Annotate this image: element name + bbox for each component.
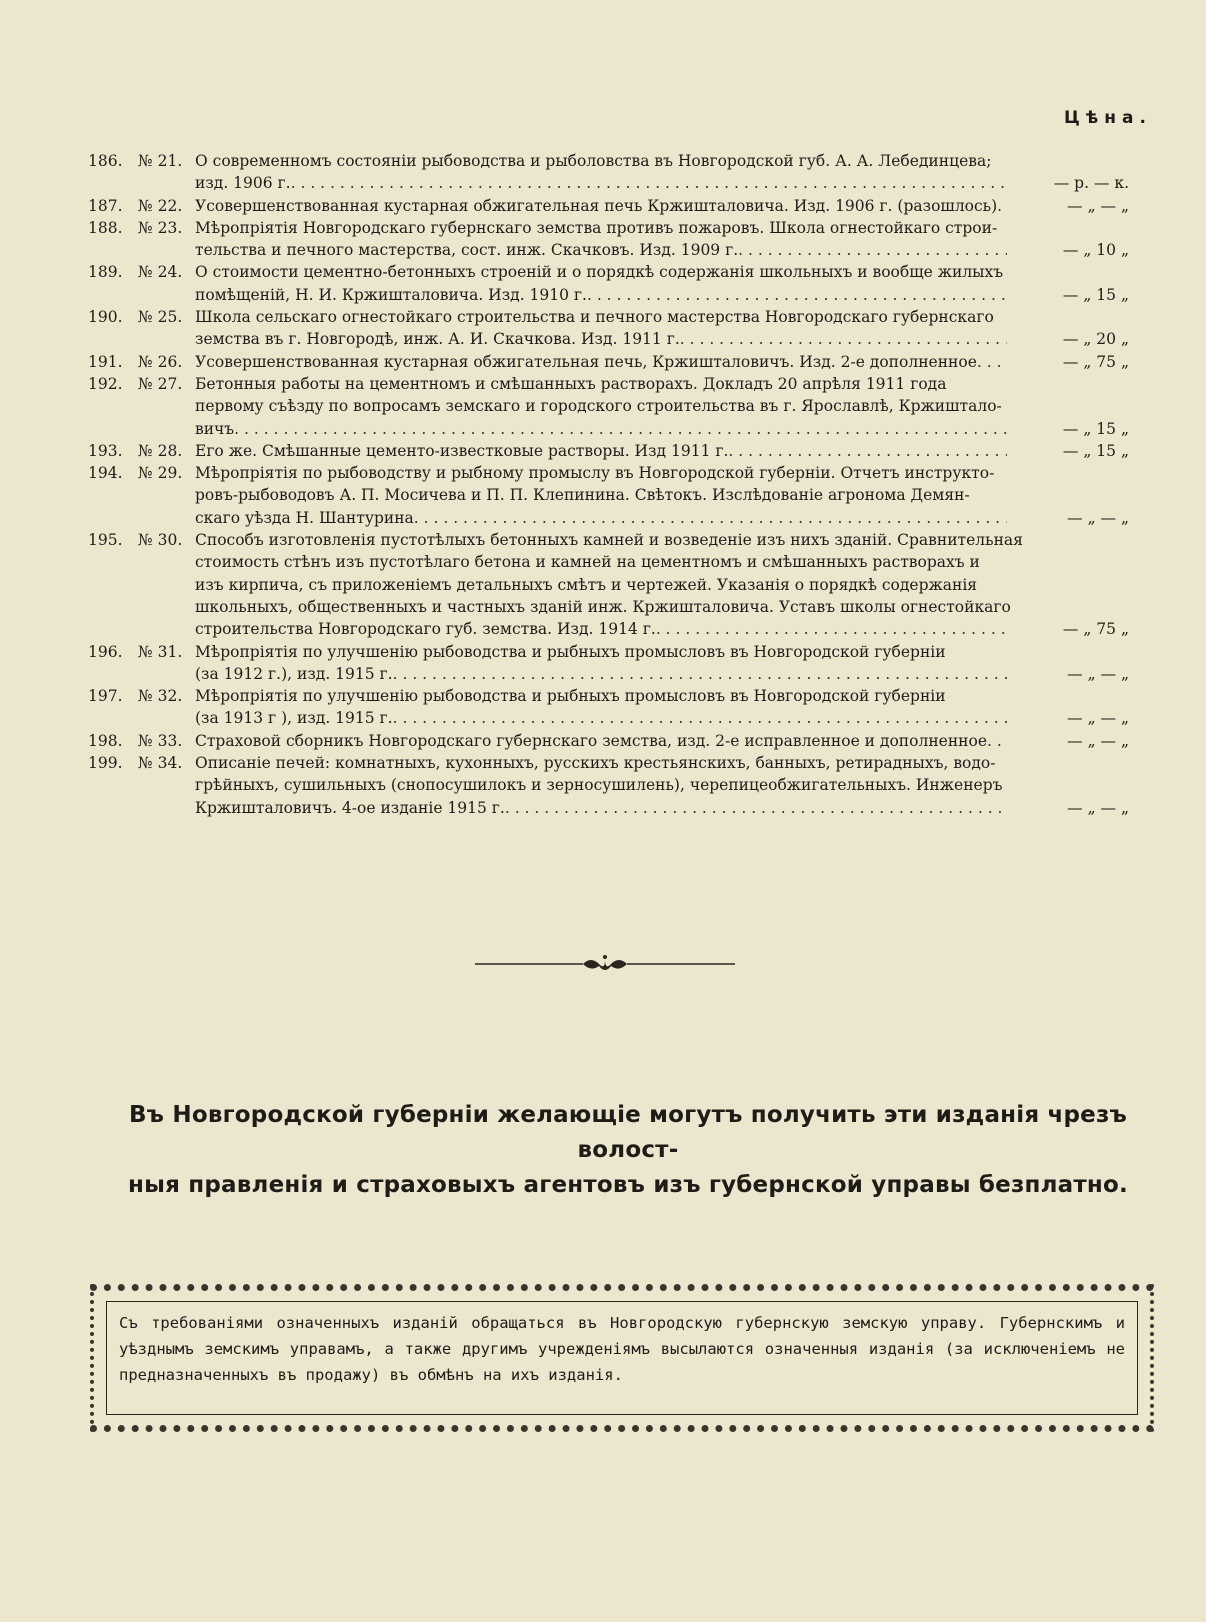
entry-description bbox=[195, 351, 1129, 373]
dot-leader bbox=[505, 797, 1007, 819]
dot-leader bbox=[393, 707, 1007, 729]
entry-line bbox=[195, 507, 1129, 529]
entry-number: 189. bbox=[88, 263, 123, 282]
entry-line-text: Описаніе печей: комнатныхъ, кухонныхъ, русскихъ крестьянскихъ, банныхъ, ретирадныхъ, водо- bbox=[195, 754, 996, 773]
dot-leader bbox=[656, 618, 1007, 640]
entry-line bbox=[195, 685, 1129, 707]
entry-description bbox=[195, 730, 1129, 752]
dot-leader bbox=[414, 507, 1007, 529]
catalog-list bbox=[88, 150, 1168, 819]
series-number: № 23. bbox=[138, 218, 183, 237]
entry-line bbox=[195, 462, 1129, 484]
price-column-header: Цѣна. bbox=[1064, 108, 1152, 128]
entry-line-text: (за 1912 г.), изд. 1915 г. bbox=[195, 664, 393, 683]
dot-leader bbox=[728, 440, 1007, 462]
entry-line-text: Бетонныя работы на цементномъ и смѣшанныхъ растворахъ. Докладъ 20 апрѣля 1911 года bbox=[195, 374, 947, 393]
entry-price: — „ — „ bbox=[1067, 508, 1129, 527]
entry-line-text: Школа сельскаго огнестойкаго строительства и печного мастерства Новгородскаго губернскаго bbox=[195, 308, 994, 327]
entry-line bbox=[195, 328, 1129, 350]
entry-description bbox=[195, 217, 1129, 262]
entry-description bbox=[195, 641, 1129, 686]
entry-price: — „ — „ bbox=[1067, 196, 1129, 215]
entry-line-text: Усовершенствованная кустарная обжигательная печь, Кржишталовичъ. Изд. 2-е дополненное bbox=[195, 352, 977, 371]
entry-line bbox=[195, 752, 1129, 774]
entry-line bbox=[195, 395, 1129, 417]
notice-line-1: Въ Новгородской губерніи желающіе могутъ получить эти изданія чрезъ волост- bbox=[128, 1102, 1128, 1163]
entry-number: 190. bbox=[88, 308, 123, 327]
series-number: № 26. bbox=[138, 352, 183, 371]
entry-description bbox=[195, 306, 1129, 351]
entry-line-text: стоимость стѣнъ изъ пустотѣлаго бетона и камней на цементномъ и смѣшанныхъ растворахъ и bbox=[195, 553, 980, 572]
entry-price: — р. — к. bbox=[1053, 174, 1129, 193]
entry-line bbox=[195, 373, 1129, 395]
catalog-entry bbox=[88, 752, 1168, 819]
entry-price: — „ — „ bbox=[1067, 731, 1129, 750]
catalog-entry bbox=[88, 306, 1168, 351]
ornament-divider bbox=[475, 952, 735, 976]
entry-description bbox=[195, 195, 1129, 217]
entry-line-text: изд. 1906 г. bbox=[195, 174, 291, 193]
entry-line-text: помѣщеній, Н. И. Кржишталовича. Изд. 1910 г. bbox=[195, 285, 587, 304]
entry-line-text: грѣйныхъ, сушильныхъ (снопосушилокъ и зерносушилень), черепицеобжигательныхъ. Инженеръ bbox=[195, 776, 1003, 795]
entry-line bbox=[195, 707, 1129, 729]
entry-line bbox=[195, 641, 1129, 663]
entry-line-text: О стоимости цементно-бетонныхъ строеній и о порядкѣ содержанія школьныхъ и вообще жилыхъ bbox=[195, 263, 1004, 282]
entry-line bbox=[195, 797, 1129, 819]
entry-line bbox=[195, 418, 1129, 440]
entry-line-text: О современномъ состояніи рыбоводства и рыболовства въ Новгородской губ. А. А. Лебединцева; bbox=[195, 152, 992, 170]
entry-line bbox=[195, 529, 1129, 551]
entry-description bbox=[195, 261, 1129, 306]
entry-number: 191. bbox=[88, 352, 123, 371]
entry-price: — „ — „ bbox=[1067, 709, 1129, 728]
series-number: № 28. bbox=[138, 441, 183, 460]
entry-line-text: скаго уѣзда Н. Шантурина bbox=[195, 508, 414, 527]
entry-line bbox=[195, 730, 1129, 752]
entry-line bbox=[195, 239, 1129, 261]
entry-line bbox=[195, 774, 1129, 796]
entry-description bbox=[195, 462, 1129, 529]
catalog-entry bbox=[88, 195, 1168, 217]
catalog-entry bbox=[88, 685, 1168, 730]
series-number: № 29. bbox=[138, 464, 183, 483]
catalog-entry bbox=[88, 462, 1168, 529]
entry-number: 197. bbox=[88, 687, 123, 706]
catalog-entry bbox=[88, 440, 1168, 462]
entry-line-text: земства въ г. Новгородѣ, инж. А. И. Скачкова. Изд. 1911 г. bbox=[195, 330, 680, 349]
catalog-entry bbox=[88, 351, 1168, 373]
entry-price: — „ 15 „ bbox=[1062, 419, 1129, 438]
series-number: № 22. bbox=[138, 196, 183, 215]
entry-price: — „ 10 „ bbox=[1062, 241, 1129, 260]
free-distribution-notice bbox=[88, 1098, 1168, 1203]
entry-line bbox=[195, 150, 1129, 172]
entry-description bbox=[195, 150, 1129, 195]
ordering-info-frame bbox=[90, 1284, 1154, 1432]
entry-line-text: Мѣропріятія по улучшенію рыбоводства и рыбныхъ промысловъ въ Новгородской губерніи bbox=[195, 687, 946, 706]
entry-price: — „ 75 „ bbox=[1062, 352, 1129, 371]
entry-line-text: школьныхъ, общественныхъ и частныхъ зданій инж. Кржишталовича. Уставъ школы огнестойкаго bbox=[195, 597, 1011, 616]
catalog-entry bbox=[88, 641, 1168, 686]
entry-line bbox=[195, 306, 1129, 328]
series-number: № 31. bbox=[138, 642, 183, 661]
entry-line-text: ровъ-рыбоводовъ А. П. Мосичева и П. П. Клепинина. Свѣтокъ. Изслѣдованіе агронома Демян- bbox=[195, 486, 970, 505]
dot-leader bbox=[997, 195, 1007, 217]
entry-price: — „ 15 „ bbox=[1062, 285, 1129, 304]
entry-number: 186. bbox=[88, 152, 123, 170]
entry-line-text: первому съѣзду по вопросамъ земскаго и городского строительства въ г. Ярославлѣ, Кржишталo- bbox=[195, 397, 1002, 416]
ordering-info-text: Съ требованіями означенныхъ изданій обращаться въ Новгородскую губернскую земскую управу. Губернскимъ и уѣзднымъ земскимъ управамъ, а также другимъ учрежденіямъ высылаются означенныя изданія (за исключеніемъ не предназначенныхъ въ продажу) въ обмѣнъ на ихъ изданія. bbox=[106, 1301, 1138, 1415]
entry-description bbox=[195, 440, 1129, 462]
entry-line bbox=[195, 261, 1129, 283]
entry-description bbox=[195, 752, 1129, 819]
catalog-entry bbox=[88, 150, 1168, 195]
entry-number: 192. bbox=[88, 374, 123, 393]
entry-line bbox=[195, 217, 1129, 239]
entry-line-text: Мѣропріятія по улучшенію рыбоводства и рыбныхъ промысловъ въ Новгородской губерніи bbox=[195, 642, 946, 661]
entry-number: 198. bbox=[88, 731, 123, 750]
catalog-entry bbox=[88, 730, 1168, 752]
entry-line bbox=[195, 551, 1129, 573]
entry-number: 187. bbox=[88, 196, 123, 215]
entry-line-text: строительства Новгородскаго губ. земства. Изд. 1914 г. bbox=[195, 620, 656, 639]
entry-price: — „ — „ bbox=[1067, 664, 1129, 683]
dot-leader bbox=[234, 418, 1007, 440]
entry-description bbox=[195, 529, 1129, 640]
dot-leader bbox=[680, 328, 1007, 350]
entry-line-text: Усовершенствованная кустарная обжигательная печь Кржишталовича. Изд. 1906 г. (разошлось) bbox=[195, 196, 998, 215]
dot-leader bbox=[987, 730, 1007, 752]
series-number: № 34. bbox=[138, 754, 183, 773]
entry-line bbox=[195, 440, 1129, 462]
entry-number: 193. bbox=[88, 441, 123, 460]
dot-leader bbox=[738, 239, 1007, 261]
entry-number: 194. bbox=[88, 464, 123, 483]
entry-line-text: (за 1913 г ), изд. 1915 г. bbox=[195, 709, 393, 728]
entry-line-text: Мѣропріятія Новгородскаго губернскаго земства противъ пожаровъ. Школа огнестойкаго строи- bbox=[195, 218, 998, 237]
dot-leader bbox=[291, 172, 1007, 194]
entry-line-text: Его же. Смѣшанные цементо-известковые растворы. Изд 1911 г. bbox=[195, 441, 729, 460]
entry-number: 195. bbox=[88, 531, 123, 550]
dot-leader bbox=[393, 663, 1007, 685]
entry-description bbox=[195, 373, 1129, 440]
entry-price: — „ 75 „ bbox=[1062, 620, 1129, 639]
entry-line-text: Способъ изготовленія пустотѣлыхъ бетонныхъ камней и возведеніе изъ нихъ зданій. Сравнительная bbox=[195, 531, 1023, 550]
entry-line bbox=[195, 351, 1129, 373]
entry-price: — „ — „ bbox=[1067, 798, 1129, 817]
catalog-entry bbox=[88, 529, 1168, 640]
catalog-entry bbox=[88, 217, 1168, 262]
entry-line bbox=[195, 596, 1129, 618]
catalog-entry bbox=[88, 261, 1168, 306]
entry-description bbox=[195, 685, 1129, 730]
entry-line bbox=[195, 574, 1129, 596]
series-number: № 32. bbox=[138, 687, 183, 706]
entry-line bbox=[195, 284, 1129, 306]
entry-number: 188. bbox=[88, 218, 123, 237]
dot-leader bbox=[977, 351, 1007, 373]
dot-leader bbox=[587, 284, 1007, 306]
series-number: № 21. bbox=[138, 152, 183, 170]
entry-line-text: Страховой сборникъ Новгородскаго губернскаго земства, изд. 2-е исправленное и дополненное bbox=[195, 731, 987, 750]
entry-line bbox=[195, 618, 1129, 640]
entry-line-text: изъ кирпича, съ приложеніемъ детальныхъ смѣтъ и чертежей. Указанія о порядкѣ содержанія bbox=[195, 575, 978, 594]
entry-line bbox=[195, 195, 1129, 217]
series-number: № 27. bbox=[138, 374, 183, 393]
series-number: № 24. bbox=[138, 263, 183, 282]
entry-line bbox=[195, 172, 1129, 194]
series-number: № 25. bbox=[138, 308, 183, 327]
entry-number: 196. bbox=[88, 642, 123, 661]
catalog-entry bbox=[88, 373, 1168, 440]
entry-line bbox=[195, 663, 1129, 685]
entry-price: — „ 15 „ bbox=[1062, 441, 1129, 460]
entry-line-text: Мѣропріятія по рыбоводству и рыбному промыслу въ Новгородской губерніи. Отчетъ инструкто- bbox=[195, 464, 995, 483]
entry-line-text: Кржишталовичъ. 4-ое изданіе 1915 г. bbox=[195, 798, 505, 817]
notice-line-2: ныя правленія и страховыхъ агентовъ изъ губернской управы безплатно. bbox=[128, 1172, 1128, 1198]
entry-line bbox=[195, 484, 1129, 506]
entry-line-text: тельства и печного мастерства, сост. инж. Скачковъ. Изд. 1909 г. bbox=[195, 241, 739, 260]
entry-price: — „ 20 „ bbox=[1062, 330, 1129, 349]
series-number: № 33. bbox=[138, 731, 183, 750]
series-number: № 30. bbox=[138, 531, 183, 550]
entry-line-text: вичъ bbox=[195, 419, 235, 438]
entry-number: 199. bbox=[88, 754, 123, 773]
